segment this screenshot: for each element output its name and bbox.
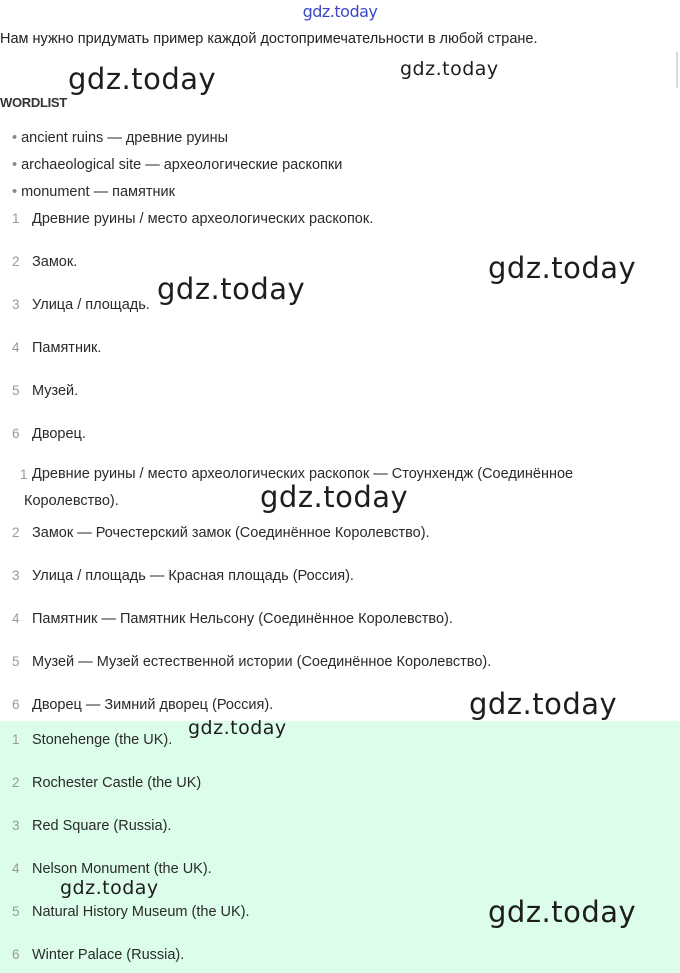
list-item: 4 Памятник — Памятник Нельсону (Соединённое Королевство).: [12, 611, 453, 627]
list-item: 5 Natural History Museum (the UK).: [12, 904, 250, 920]
bullet-icon: •: [12, 157, 18, 173]
intro-text: Нам нужно придумать пример каждой достопримечательности в любой стране.: [0, 31, 538, 47]
scrollbar-edge: [676, 52, 678, 88]
list-item: 4 Nelson Monument (the UK).: [12, 861, 212, 877]
list-item: 3 Улица / площадь.: [12, 297, 150, 313]
item-number: 5: [12, 654, 20, 669]
watermark: gdz.today: [400, 58, 499, 80]
wordlist: [12, 130, 342, 211]
bullet-icon: •: [12, 130, 18, 146]
watermark: gdz.today: [260, 480, 409, 514]
item-number: 3: [12, 568, 20, 583]
list-item: 6 Winter Palace (Russia).: [12, 947, 185, 963]
watermark: gdz.today: [488, 251, 637, 285]
item-number: 3: [12, 818, 20, 833]
list-item: 2 Rochester Castle (the UK): [12, 775, 202, 791]
list-item: 4 Памятник.: [12, 340, 102, 356]
watermark: gdz.today: [68, 62, 217, 96]
landmark-examples-en-list: [0, 732, 250, 973]
wordlist-item: • archaeological site — археологические раскопки: [12, 157, 343, 173]
watermark: gdz.today: [157, 272, 306, 306]
top-brand-link[interactable]: gdz.today: [302, 2, 378, 21]
item-number: 2: [12, 254, 20, 269]
item-number: 4: [12, 611, 20, 626]
item-number: 2: [12, 775, 20, 790]
list-item: 2 Замок.: [12, 254, 78, 270]
watermark: gdz.today: [60, 877, 159, 899]
item-number: 5: [12, 904, 20, 919]
item-number: 5: [12, 383, 20, 398]
list-item: 3 Улица / площадь — Красная площадь (Россия).: [12, 568, 354, 584]
watermark: gdz.today: [488, 895, 637, 929]
list-item: 5 Музей — Музей естественной истории (Соединённое Королевство).: [12, 654, 492, 670]
item-number: 6: [12, 426, 20, 441]
list-item: 6 Дворец — Зимний дворец (Россия).: [12, 697, 274, 713]
item-number: 4: [12, 861, 20, 876]
item-number: 1: [12, 732, 20, 747]
list-item: 1 Stonehenge (the UK).: [12, 732, 173, 748]
item-number: 1: [12, 211, 20, 226]
list-item: 2 Замок — Рочестерский замок (Соединённое Королевство).: [12, 525, 430, 541]
list-item: 6 Дворец.: [12, 426, 86, 442]
watermark: gdz.today: [188, 717, 287, 739]
list-item: 1 Древние руины / место археологических раскопок.: [12, 211, 374, 227]
wordlist-heading: WORDLIST: [0, 95, 67, 110]
list-item: 3 Red Square (Russia).: [12, 818, 172, 834]
wordlist-item: • monument — памятник: [12, 184, 175, 200]
watermark: gdz.today: [469, 687, 618, 721]
wordlist-item: • ancient ruins — древние руины: [12, 130, 229, 146]
list-item: 5 Музей.: [12, 383, 79, 399]
item-number: 1: [20, 467, 28, 482]
bullet-icon: •: [12, 184, 18, 200]
item-number: 4: [12, 340, 20, 355]
item-number: 2: [12, 525, 20, 540]
item-number: 6: [12, 697, 20, 712]
list-item: 1 Древние руины / место археологических раскопок — Стоунхендж (Соединённое Королевство).: [0, 461, 660, 525]
landmark-types-list: [0, 211, 373, 469]
item-number: 6: [12, 947, 20, 962]
item-number: 3: [12, 297, 20, 312]
